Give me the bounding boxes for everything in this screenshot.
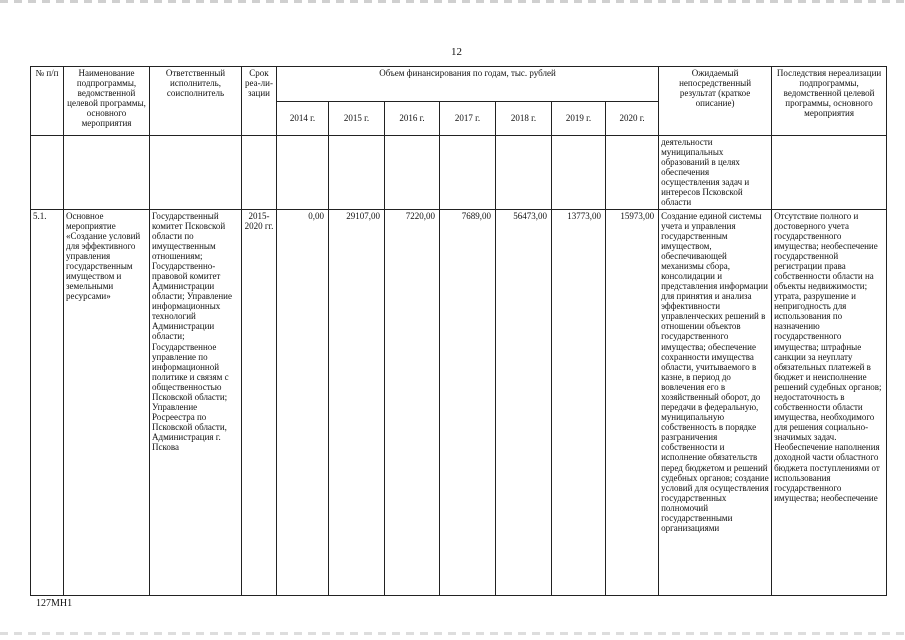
value-2018: 56473,00 bbox=[496, 209, 552, 595]
header-result: Ожидаемый непосредственный результат (краткое описание) bbox=[659, 67, 772, 136]
year-header: 2016 г. bbox=[385, 102, 440, 136]
consequences-cell: Отсутствие полного и достоверного учета государственного имущества; необеспечение государственной регистрации права собственности области на объекты недвижимости; утрата, разрушение и непригодность для использования по назначению государственного имущества; штрафные санкции за неуплату обязательных платежей в бюджет и неисполнение решений судебных органов; недостаточность в собственности области имущества, необходимого для решения социально-значимых задач. Необеспечение наполнения доходной части областного бюджета поступлениями от использования государственного имущества; необеспечение bbox=[772, 209, 887, 595]
measure-name: Основное мероприятие «Создание условий для эффективного управления государственным имуществом и земельными ресурсами» bbox=[64, 209, 150, 595]
scan-edge-top bbox=[0, 0, 905, 3]
table-cell bbox=[385, 136, 440, 210]
term-cell: 2015-2020 гг. bbox=[242, 209, 277, 595]
table-row-5-1 bbox=[31, 209, 887, 595]
value-2015: 29107,00 bbox=[329, 209, 385, 595]
footer-code: 127МН1 bbox=[36, 598, 73, 609]
value-2016: 7220,00 bbox=[385, 209, 440, 595]
value-2014: 0,00 bbox=[277, 209, 329, 595]
year-header: 2014 г. bbox=[277, 102, 329, 136]
header-no: № п/п bbox=[31, 67, 64, 136]
executor-cell: Государственный комитет Псковской области по имущественным отношениям; Государственно-правовой комитет Администрации области; Управление информационных технологий Администрации области; Государственное управление по информационной политике и связям с общественностью Псковской области; Управление Росреестра по Псковской области, Администрация г. Пскова bbox=[150, 209, 242, 595]
value-2020: 15973,00 bbox=[606, 209, 659, 595]
table-row-continuation bbox=[31, 136, 887, 210]
year-header: 2017 г. bbox=[440, 102, 496, 136]
result-cell: деятельности муниципальных образований в целях обеспечения осуществления задач и интересов Псковской области bbox=[659, 136, 772, 210]
year-header: 2020 г. bbox=[606, 102, 659, 136]
header-consequences: Последствия нереализации подпрограммы, ведомственной целевой программы, основного мероприятия bbox=[772, 67, 887, 136]
table-cell bbox=[606, 136, 659, 210]
table-cell bbox=[150, 136, 242, 210]
year-header: 2018 г. bbox=[496, 102, 552, 136]
header-executor: Ответственный исполнитель, соисполнитель bbox=[150, 67, 242, 136]
table-cell bbox=[31, 136, 64, 210]
header-term: Срок реа-ли-зации bbox=[242, 67, 277, 136]
table-cell bbox=[496, 136, 552, 210]
row-number: 5.1. bbox=[31, 209, 64, 595]
table-cell bbox=[277, 136, 329, 210]
table-cell bbox=[242, 136, 277, 210]
scan-edge-bottom bbox=[0, 632, 905, 635]
table-header-row bbox=[31, 67, 887, 102]
table-cell bbox=[329, 136, 385, 210]
result-cell: Создание единой системы учета и управления государственным имуществом, обеспечивающей механизмы сбора, консолидации и представления информации для принятия и анализа эффективности управленческих решений в отношении объектов государственного имущества; обеспечение сохранности имущества области, учитываемого в казне, в период до вовлечения его в хозяйственный оборот, до передачи в федеральную, муниципальную собственность в порядке разграничения собственности и исполнение обязательств перед бюджетом и решений судебных органов; создание условий для осуществления государственных полномочий государственными организациями bbox=[659, 209, 772, 595]
table-cell bbox=[552, 136, 606, 210]
year-header: 2015 г. bbox=[329, 102, 385, 136]
header-funding: Объем финансирования по годам, тыс. рублей bbox=[277, 67, 659, 102]
year-header: 2019 г. bbox=[552, 102, 606, 136]
value-2017: 7689,00 bbox=[440, 209, 496, 595]
financing-table bbox=[30, 66, 887, 596]
table-cell bbox=[772, 136, 887, 210]
page-number: 12 bbox=[451, 46, 462, 58]
table-cell bbox=[64, 136, 150, 210]
header-name: Наименование подпрограммы, ведомственной целевой программы, основного мероприятия bbox=[64, 67, 150, 136]
table-cell bbox=[440, 136, 496, 210]
value-2019: 13773,00 bbox=[552, 209, 606, 595]
